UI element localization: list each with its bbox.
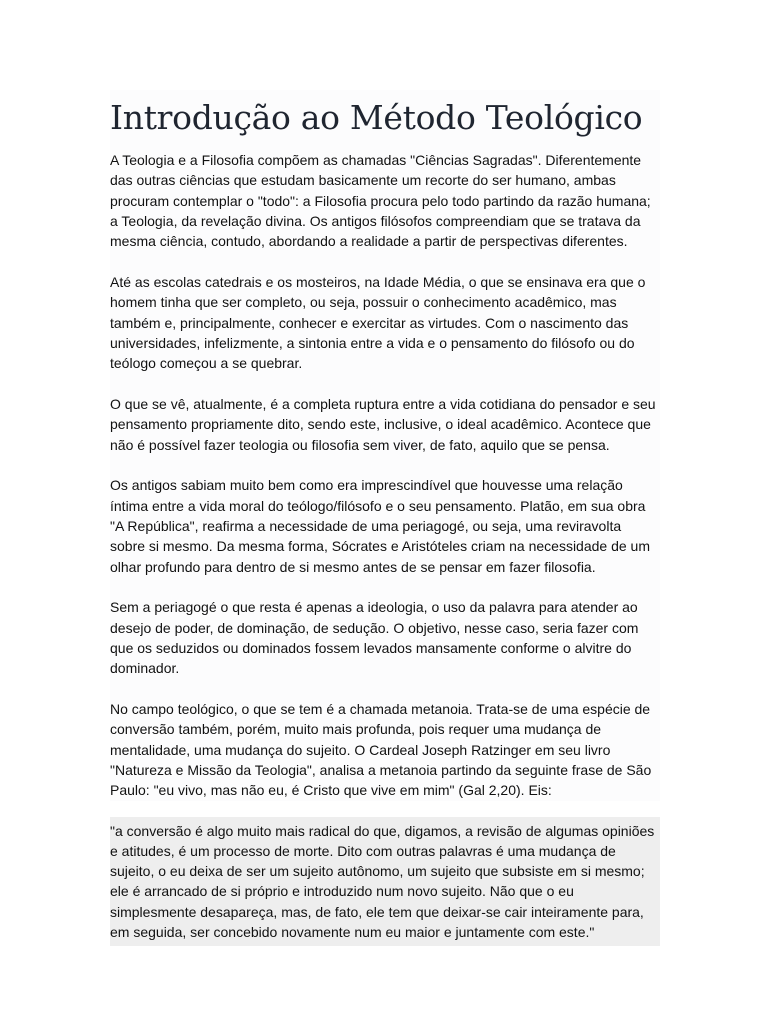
article-body — [110, 90, 660, 801]
paragraph: Sem a periagogé o que resta é apenas a ideologia, o uso da palavra para atender ao desejo de poder, de dominação, de sedução. O objetivo, nesse caso, seria fazer com que os seduzidos ou dominados fossem levados mansamente conforme o alvitre do dominador. — [110, 599, 639, 677]
page-title: Introdução ao Método Teológico — [110, 98, 643, 137]
article — [110, 90, 660, 946]
block-quote — [110, 817, 660, 947]
paragraph: A Teologia e a Filosofia compõem as chamadas "Ciências Sagradas". Diferentemente das outras ciências que estudam basicamente um recorte do ser humano, ambas procuram contemplar o "todo": a Filosofia procura pelo todo partindo da razão humana; a Teologia, da revelação divina. Os antigos filósofos compreendiam que se tratava da mesma ciência, contudo, abordando a realidade a partir de perspectivas diferentes. — [110, 152, 651, 250]
paragraph: No campo teológico, o que se tem é a chamada metanoia. Trata-se de uma espécie de conversão também, porém, muito mais profunda, pois requer uma mudança de mentalidade, uma mudança do sujeito. O Cardeal Joseph Ratzinger em seu livro "Natureza e Missão da Teologia", analisa a metanoia partindo da seguinte frase de São Paulo: "eu vivo, mas não eu, é Cristo que vive em mim" (Gal 2,20). Eis: — [110, 701, 652, 799]
paragraph: Os antigos sabiam muito bem como era imprescindível que houvesse uma relação íntima entre a vida moral do teólogo/filósofo e o seu pensamento. Platão, em sua obra "A República", reafirma a necessidade de uma periagogé, ou seja, uma reviravolta sobre si mesmo. Da mesma forma, Sócrates e Aristóteles criam na necessidade de um olhar profundo para dentro de si mesmo antes de se pensar em fazer filosofia. — [110, 477, 650, 575]
paragraph: Até as escolas catedrais e os mosteiros, na Idade Média, o que se ensinava era que o homem tinha que ser completo, ou seja, possuir o conhecimento acadêmico, mas também e, principalmente, conhecer e exercitar as virtudes. Com o nascimento das universidades, infelizmente, a sintonia entre a vida e o pensamento do filósofo ou do teólogo começou a se quebrar. — [110, 273, 646, 372]
paragraph: O que se vê, atualmente, é a completa ruptura entre a vida cotidiana do pensador e seu pensamento propriamente dito, sendo este, inclusive, o ideal acadêmico. Acontece que não é possível fazer teologia ou filosofia sem viver, de fato, aquilo que se pensa. — [110, 395, 656, 453]
quote-text: "a conversão é algo muito mais radical do que, digamos, a revisão de algumas opiniões e atitudes, é um processo de morte. Dito com outras palavras é uma mudança de sujeito, o eu deixa de ser um sujeito autônomo, um sujeito que subsiste em si mesmo; ele é arrancado de si próprio e introduzido num novo sujeito. Não que o eu simplesmente desapareça, mas, de fato, ele tem que deixar-se cair inteiramente para, em seguida, ser concebido novamente num eu maior e juntamente com este." — [110, 822, 655, 940]
